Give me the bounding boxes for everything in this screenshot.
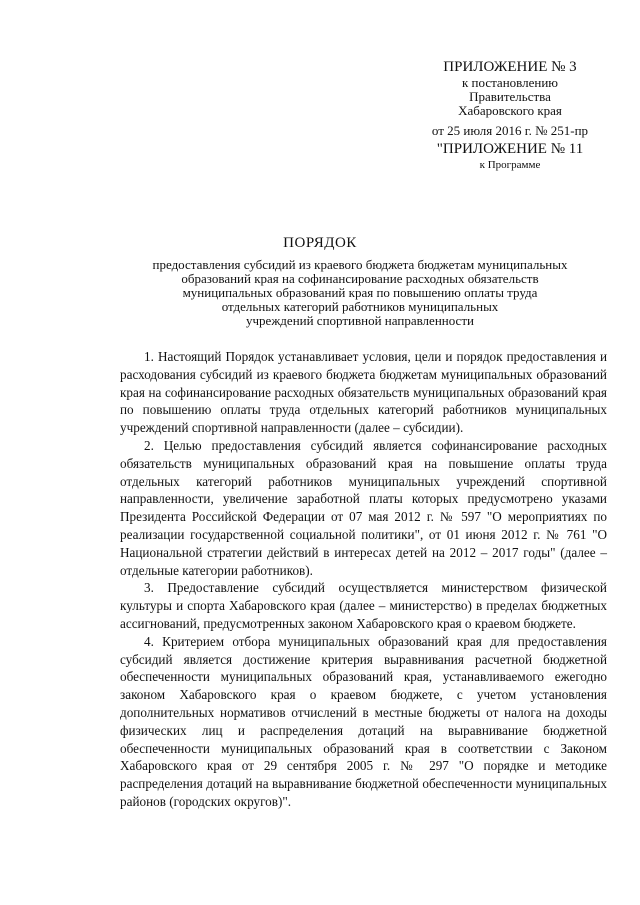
appendix-date: от 25 июля 2016 г. № 251-пр bbox=[431, 123, 589, 138]
appendix-line-region: Хабаровского края bbox=[458, 103, 562, 118]
appendix-line-government: Правительства bbox=[469, 89, 551, 104]
appendix-line-decree: к постановлению bbox=[461, 75, 559, 90]
subtitle-line: муниципальных образований края по повышению оплаты труда bbox=[182, 285, 538, 300]
document-subtitle bbox=[100, 258, 620, 328]
subtitle-line: образований края на софинансирование расходных обязательств bbox=[181, 271, 539, 286]
subtitle-line: учреждений спортивной направленности bbox=[246, 313, 474, 328]
paragraph-2: 2. Целью предоставления субсидий является софинансирование расходных обязательств муниципальных образований края на повышение оплаты труда отдельных категорий работников муниципальных учреждений спортивной направленности, увеличение заработной платы которых предусмотрено указами Президента Российской Федерации от 07 мая 2012 г. № 597 "О мероприятиях по реализации государственной социальной политики", от 01 июня 2012 г. № 761 "О Национальной стратегии действий в интересах детей на 2012 – 2017 годы" (далее – отдельные категории работников). bbox=[120, 437, 607, 578]
document-title: ПОРЯДОК bbox=[283, 235, 357, 251]
paragraph-3: 3. Предоставление субсидий осуществляется министерством физической культуры и спорта Хабаровского края (далее – министерство) в пределах бюджетных ассигнований, предусмотренных законом Хабаровского края о краевом бюджете. bbox=[120, 580, 607, 631]
appendix-header bbox=[395, 58, 625, 172]
appendix-title-2: "ПРИЛОЖЕНИЕ № 11 bbox=[436, 141, 584, 157]
subtitle-line: предоставления субсидий из краевого бюджета бюджетам муниципальных bbox=[152, 257, 568, 272]
document-body bbox=[120, 348, 607, 811]
subtitle-line: отдельных категорий работников муниципальных bbox=[221, 299, 499, 314]
paragraph-1: 1. Настоящий Порядок устанавливает условия, цели и порядок предоставления и расходования субсидий из краевого бюджета бюджетам муниципальных образований края на софинансирование расходных обязательств муниципальных образований края по повышению оплаты труда отдельных категорий работников муниципальных учреждений спортивной направленности (далее – субсидии). bbox=[120, 349, 607, 436]
appendix-to-program: к Программе bbox=[479, 159, 541, 171]
appendix-title: ПРИЛОЖЕНИЕ № 3 bbox=[443, 59, 577, 75]
paragraph-4: 4. Критерием отбора муниципальных образований края для предоставления субсидий является достижение критерия выравнивания расчетной бюджетной обеспеченности муниципальных образований края, устанавливаемого ежегодно законом Хабаровского края о краевом бюджете, с учетом установления дополнительных нормативов отчислений в местные бюджеты от налога на доходы физических лиц и распределения дотаций на выравнивание бюджетной обеспеченности муниципальных образований края в соответствии с Законом Хабаровского края от 29 сентября 2005 г. № 297 "О порядке и методике распределения дотаций на выравнивание бюджетной обеспеченности муниципальных районов (городских округов)". bbox=[120, 633, 607, 809]
